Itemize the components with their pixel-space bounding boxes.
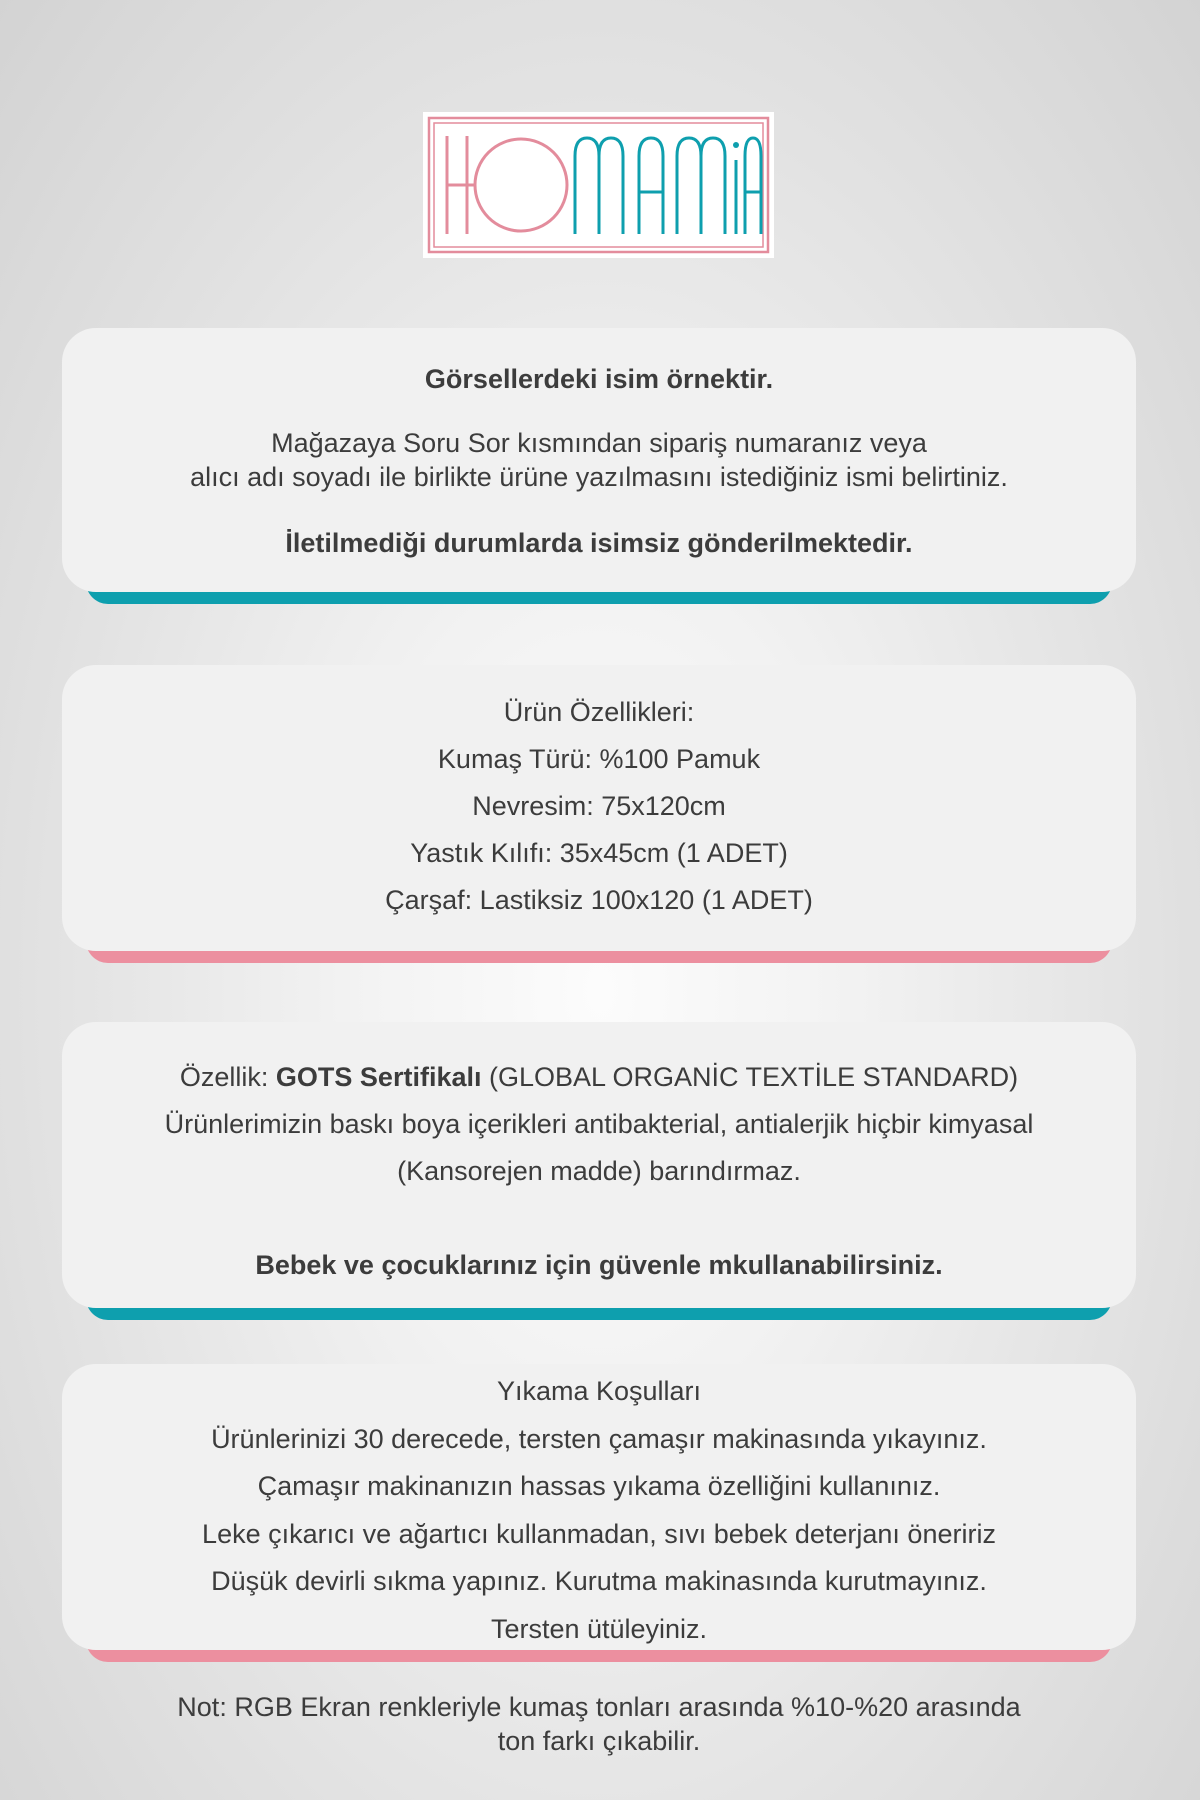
brand-logo	[423, 112, 774, 258]
certificate-info-line-2: (Kansorejen madde) barındırmaz.	[397, 1156, 801, 1186]
spec-fabric: Kumaş Türü: %100 Pamuk	[437, 744, 761, 774]
washing-heading: Yıkama Koşulları	[496, 1376, 702, 1406]
safety-statement: Bebek ve çocuklarınız için güvenle mkullanabilirsiniz.	[255, 1250, 943, 1280]
product-specs-card	[62, 665, 1136, 963]
washing-instructions-card	[62, 1364, 1136, 1662]
card-body	[62, 665, 1136, 951]
disclaimer-line-1: Not: RGB Ekran renkleriyle kumaş tonları arasında %10-%20 arasında	[177, 1692, 1021, 1722]
spec-pillowcase: Yastık Kılıfı: 35x45cm (1 ADET)	[410, 838, 788, 868]
washing-item: Tersten ütüleyiniz.	[490, 1613, 708, 1644]
spec-duvet: Nevresim: 75x120cm	[472, 791, 726, 821]
card-body	[62, 1022, 1136, 1308]
notice-warning: İletilmediği durumlarda isimsiz gönderilmektedir.	[285, 528, 913, 558]
certificate-label: Özellik:	[179, 1062, 276, 1092]
certificate-info-line-1: Ürünlerimizin baskı boya içerikleri antibakterial, antialerjik hiçbir kimyasal	[164, 1109, 1034, 1139]
washing-item: Ürünlerinizi 30 derecede, tersten çamaşır makinasında yıkayınız.	[211, 1423, 987, 1454]
washing-item: Düşük devirli sıkma yapınız. Kurutma makinasında kurutmayınız.	[211, 1566, 987, 1596]
homamia-logo-graphic	[423, 112, 774, 258]
certificate-name: GOTS Sertifikalı	[275, 1062, 482, 1092]
specs-heading: Ürün Özellikleri:	[503, 697, 695, 727]
color-disclaimer	[62, 1690, 1136, 1758]
spec-sheet: Çarşaf: Lastiksiz 100x120 (1 ADET)	[385, 885, 813, 915]
disclaimer-line-2: ton farkı çıkabilir.	[497, 1726, 701, 1756]
certificate-line	[62, 1054, 1136, 1101]
certificate-card	[62, 1022, 1136, 1320]
card-body	[62, 328, 1136, 592]
name-notice-card	[62, 328, 1136, 604]
notice-title: Görsellerdeki isim örnektir.	[424, 364, 774, 394]
notice-line-1: Mağazaya Soru Sor kısmından sipariş numaranız veya	[271, 428, 927, 458]
certificate-description: (GLOBAL ORGANİC TEXTİLE STANDARD)	[481, 1062, 1019, 1092]
card-body	[62, 1364, 1136, 1650]
washing-item: Leke çıkarıcı ve ağartıcı kullanmadan, sıvı bebek deterjanı öneririz	[202, 1518, 996, 1549]
notice-line-2: alıcı adı soyadı ile birlikte ürüne yazılmasını istediğiniz ismi belirtiniz.	[190, 462, 1008, 492]
washing-item: Çamaşır makinanızın hassas yıkama özelliğini kullanınız.	[257, 1471, 941, 1501]
